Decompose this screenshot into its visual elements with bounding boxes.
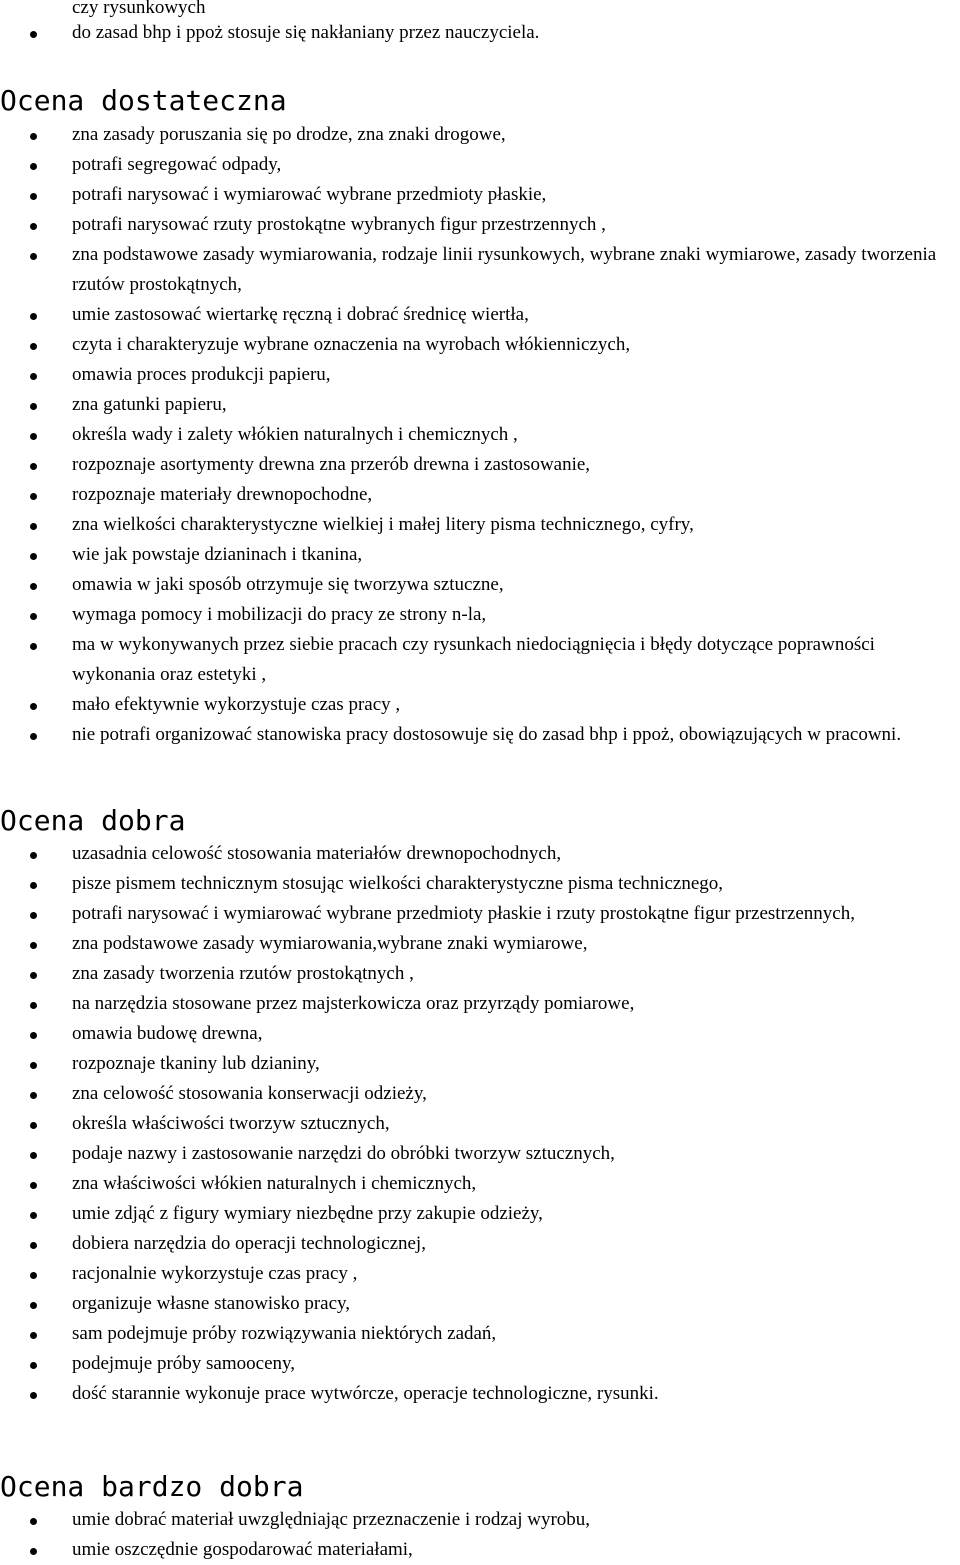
list-item xyxy=(0,210,960,240)
list-item xyxy=(0,899,960,929)
section-heading-ocena-dobra: Ocena dobra xyxy=(0,804,186,837)
list-item-text: omawia proces produkcji papieru, xyxy=(72,364,331,385)
continued-text: czy rysunkowych xyxy=(72,0,206,18)
list-item-text: rozpoznaje asortymenty drewna zna przerób drewna i zastosowanie, xyxy=(72,454,591,475)
bullet-icon xyxy=(30,133,37,140)
list-item xyxy=(0,1169,960,1199)
list-item-text: mało efektywnie wykorzystuje czas pracy , xyxy=(72,694,401,715)
bullet-icon xyxy=(30,583,37,590)
list-item xyxy=(0,720,960,750)
bullet-icon xyxy=(30,1518,37,1525)
criteria-list-ocena-dobra xyxy=(0,839,960,1409)
list-item xyxy=(0,360,960,390)
list-item xyxy=(0,929,960,959)
list-item xyxy=(0,600,960,630)
list-item-text: określa właściwości tworzyw sztucznych, xyxy=(72,1113,390,1134)
list-item xyxy=(0,510,960,540)
list-item-text: zna wielkości charakterystyczne wielkiej i małej litery pisma technicznego, cyfry, xyxy=(72,514,694,535)
list-item-text: umie dobrać materiał uwzględniając przeznaczenie i rodzaj wyrobu, xyxy=(72,1509,591,1530)
bullet-icon xyxy=(30,343,37,350)
list-item-text: czyta i charakteryzuje wybrane oznaczenia na wyrobach włókienniczych, xyxy=(72,334,631,355)
bullet-icon xyxy=(30,703,37,710)
bullet-icon xyxy=(30,1002,37,1009)
list-item xyxy=(0,480,960,510)
list-item xyxy=(0,1019,960,1049)
bullet-icon xyxy=(30,163,37,170)
list-item-text: określa wady i zalety włókien naturalnych i chemicznych , xyxy=(72,424,518,445)
list-item xyxy=(0,869,960,899)
list-item xyxy=(0,959,960,989)
list-item xyxy=(0,1505,960,1535)
list-item xyxy=(0,1049,960,1079)
list-item xyxy=(0,570,960,600)
bullet-icon xyxy=(30,223,37,230)
list-item xyxy=(0,690,960,720)
bullet-icon xyxy=(30,643,37,650)
list-item-text: zna zasady poruszania się po drodze, zna znaki drogowe, xyxy=(72,124,506,145)
list-item-text: dość starannie wykonuje prace wytwórcze, operacje technologiczne, rysunki. xyxy=(72,1383,659,1404)
list-item xyxy=(0,1379,960,1409)
bullet-icon xyxy=(30,403,37,410)
list-item-text: wie jak powstaje dzianinach i tkanina, xyxy=(72,544,363,565)
list-item-text: potrafi narysować i wymiarować wybrane przedmioty płaskie i rzuty prostokątne figur przestrzennych, xyxy=(72,903,855,924)
bullet-icon xyxy=(30,882,37,889)
list-item-text: zna podstawowe zasady wymiarowania,wybrane znaki wymiarowe, xyxy=(72,933,588,954)
list-item xyxy=(0,1079,960,1109)
list-item xyxy=(0,1199,960,1229)
list-item-text: organizuje własne stanowisko pracy, xyxy=(72,1293,351,1314)
bullet-icon xyxy=(30,553,37,560)
bullet-icon xyxy=(30,1302,37,1309)
list-item-text: rozpoznaje materiały drewnopochodne, xyxy=(72,484,373,505)
bullet-icon xyxy=(30,523,37,530)
bullet-icon xyxy=(30,613,37,620)
list-item-text: potrafi segregować odpady, xyxy=(72,154,282,175)
bullet-icon xyxy=(30,493,37,500)
list-item xyxy=(0,120,960,150)
bullet-icon xyxy=(30,1548,37,1555)
bullet-icon xyxy=(30,1152,37,1159)
list-item xyxy=(0,1289,960,1319)
bullet-icon xyxy=(30,942,37,949)
list-item-text: nie potrafi organizować stanowiska pracy dostosowuje się do zasad bhp i ppoż, obowiązujących w pracowni. xyxy=(72,724,902,745)
bullet-icon xyxy=(30,1332,37,1339)
list-item-text: omawia budowę drewna, xyxy=(72,1023,263,1044)
list-item-text: uzasadnia celowość stosowania materiałów drewnopochodnych, xyxy=(72,843,562,864)
list-item-text: rozpoznaje tkaniny lub dzianiny, xyxy=(72,1053,320,1074)
list-item xyxy=(0,1535,960,1565)
bullet-icon xyxy=(30,1392,37,1399)
list-item xyxy=(0,1229,960,1259)
criteria-list-ocena-dostateczna xyxy=(0,120,960,750)
bullet-icon xyxy=(30,31,37,38)
list-item xyxy=(0,540,960,570)
bullet-icon xyxy=(30,253,37,260)
list-item-text: zna celowość stosowania konserwacji odzieży, xyxy=(72,1083,427,1104)
section-heading-ocena-dostateczna: Ocena dostateczna xyxy=(0,84,287,117)
bullet-icon xyxy=(30,1062,37,1069)
list-item-text: dobiera narzędzia do operacji technologicznej, xyxy=(72,1233,426,1254)
list-item xyxy=(0,150,960,180)
list-item-text: zna gatunki papieru, xyxy=(72,394,227,415)
bullet-icon xyxy=(30,972,37,979)
list-item xyxy=(0,989,960,1019)
list-item xyxy=(0,1259,960,1289)
list-item xyxy=(0,330,960,360)
list-item xyxy=(0,839,960,869)
bullet-icon xyxy=(30,463,37,470)
list-item-text: na narzędzia stosowane przez majsterkowicza oraz przyrządy pomiarowe, xyxy=(72,993,635,1014)
list-item xyxy=(0,1109,960,1139)
section-heading-ocena-bardzo-dobra: Ocena bardzo dobra xyxy=(0,1470,304,1503)
bullet-icon xyxy=(30,1362,37,1369)
list-item xyxy=(0,630,960,690)
list-item-text: potrafi narysować rzuty prostokątne wybranych figur przestrzennych , xyxy=(72,214,606,235)
list-item-text: sam podejmuje próby rozwiązywania niektórych zadań, xyxy=(72,1323,497,1344)
list-item xyxy=(0,450,960,480)
list-item xyxy=(0,1139,960,1169)
bullet-icon xyxy=(30,733,37,740)
bullet-icon xyxy=(30,313,37,320)
list-item xyxy=(0,1349,960,1379)
bullet-icon xyxy=(30,912,37,919)
bullet-icon xyxy=(30,1032,37,1039)
bullet-icon xyxy=(30,1182,37,1189)
criteria-list-ocena-bardzo-dobra xyxy=(0,1505,960,1565)
list-item-text: omawia w jaki sposób otrzymuje się tworzywa sztuczne, xyxy=(72,574,504,595)
criteria-list-top xyxy=(0,18,960,48)
list-item-text: ma w wykonywanych przez siebie pracach czy rysunkach niedociągnięcia i błędy dotyczące poprawności wykonania oraz estetyki , xyxy=(72,634,875,685)
list-item xyxy=(0,420,960,450)
list-item-text: umie oszczędnie gospodarować materiałami, xyxy=(72,1539,413,1560)
list-item-text: umie zastosować wiertarkę ręczną i dobrać średnicę wiertła, xyxy=(72,304,529,325)
bullet-icon xyxy=(30,1272,37,1279)
list-item-text: racjonalnie wykorzystuje czas pracy , xyxy=(72,1263,358,1284)
list-item-text: podaje nazwy i zastosowanie narzędzi do obróbki tworzyw sztucznych, xyxy=(72,1143,615,1164)
list-item xyxy=(0,390,960,420)
bullet-icon xyxy=(30,193,37,200)
list-item-text: zna właściwości włókien naturalnych i chemicznych, xyxy=(72,1173,477,1194)
list-item-text: wymaga pomocy i mobilizacji do pracy ze strony n-la, xyxy=(72,604,487,625)
list-item-text: podejmuje próby samooceny, xyxy=(72,1353,296,1374)
bullet-icon xyxy=(30,1122,37,1129)
list-item xyxy=(0,240,960,300)
list-item-text: potrafi narysować i wymiarować wybrane przedmioty płaskie, xyxy=(72,184,547,205)
list-item xyxy=(0,1319,960,1349)
bullet-icon xyxy=(30,1092,37,1099)
list-item-text: pisze pismem technicznym stosując wielkości charakterystyczne pisma technicznego, xyxy=(72,873,724,894)
list-item-text: zna podstawowe zasady wymiarowania, rodzaje linii rysunkowych, wybrane znaki wymiarowe, zasady tworzenia rzutów prostokątnych, xyxy=(72,244,937,295)
list-item xyxy=(0,18,960,48)
bullet-icon xyxy=(30,433,37,440)
list-item-text: umie zdjąć z figury wymiary niezbędne przy zakupie odzieży, xyxy=(72,1203,543,1224)
list-item-text: do zasad bhp i ppoż stosuje się nakłaniany przez nauczyciela. xyxy=(72,22,540,43)
list-item xyxy=(0,180,960,210)
bullet-icon xyxy=(30,1212,37,1219)
bullet-icon xyxy=(30,852,37,859)
bullet-icon xyxy=(30,373,37,380)
list-item xyxy=(0,300,960,330)
bullet-icon xyxy=(30,1242,37,1249)
list-item-text: zna zasady tworzenia rzutów prostokątnych , xyxy=(72,963,414,984)
